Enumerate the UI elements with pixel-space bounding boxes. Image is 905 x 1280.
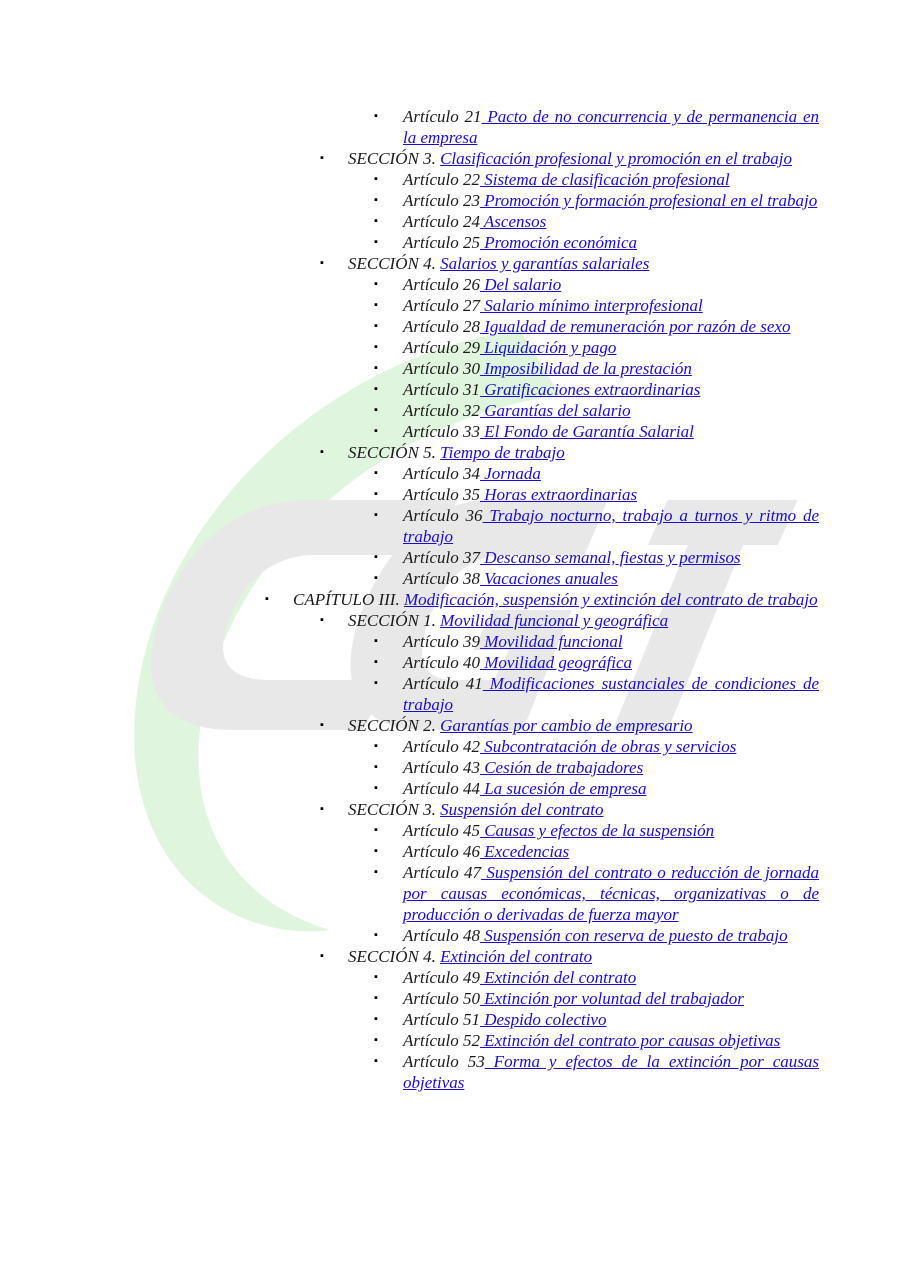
toc-entry-link[interactable]: Horas extraordinarias	[479, 485, 638, 504]
toc-entry	[374, 631, 819, 652]
toc-entry-link[interactable]: Subcontratación de obras y servicios	[479, 737, 737, 756]
bullet-icon: ▪	[320, 614, 324, 626]
bullet-icon: ▪	[374, 488, 378, 500]
toc-entry-number: SECCIÓN 3.	[348, 800, 441, 819]
toc-entry	[374, 820, 819, 841]
bullet-icon: ▪	[265, 593, 269, 605]
bullet-icon: ▪	[374, 1055, 378, 1067]
bullet-icon: ▪	[374, 1034, 378, 1046]
toc-entry	[374, 379, 819, 400]
toc-entry-link[interactable]: Extinción del contrato por causas objetivas	[479, 1031, 781, 1050]
bullet-icon: ▪	[374, 110, 378, 122]
bullet-icon: ▪	[374, 236, 378, 248]
bullet-icon: ▪	[374, 992, 378, 1004]
toc-entry-link[interactable]: Excedencias	[479, 842, 570, 861]
toc-entry-number: Artículo 38	[403, 569, 480, 588]
toc-entry-number: Artículo 52	[403, 1031, 480, 1050]
toc-entry-number: Artículo 40	[403, 653, 480, 672]
toc-entry	[374, 484, 819, 505]
toc-entry-number: Artículo 32	[403, 401, 480, 420]
toc-entry	[374, 400, 819, 421]
toc-entry-number: Artículo 21	[403, 107, 482, 126]
bullet-icon: ▪	[374, 929, 378, 941]
bullet-icon: ▪	[320, 719, 324, 731]
toc-entry-link[interactable]: Igualdad de remuneración por razón de sexo	[479, 317, 791, 336]
toc-entry-link[interactable]: El Fondo de Garantía Salarial	[479, 422, 694, 441]
toc-entry-number: SECCIÓN 5.	[348, 443, 441, 462]
toc-entry-link[interactable]: Vacaciones anuales	[479, 569, 618, 588]
toc-entry-number: Artículo 43	[403, 758, 480, 777]
toc-entry-link[interactable]: Salario mínimo interprofesional	[479, 296, 703, 315]
toc-entry-number: Artículo 27	[403, 296, 480, 315]
toc-entry-number: Artículo 28	[403, 317, 480, 336]
toc-entry	[374, 505, 819, 547]
bullet-icon: ▪	[374, 866, 378, 878]
toc-entry-link[interactable]: Suspensión del contrato o reducción de jornada por causas económicas, técnicas, organizativas o de producción o derivadas de fuerza mayor	[403, 863, 820, 924]
toc-entry-number: Artículo 42	[403, 737, 480, 756]
toc-entry-number: Artículo 34	[403, 464, 480, 483]
toc-entry	[374, 190, 819, 211]
toc-entry-number: SECCIÓN 3.	[348, 149, 441, 168]
toc-entry	[265, 589, 819, 610]
toc-entry-link[interactable]: Extinción del contrato	[440, 947, 593, 966]
toc-entry-link[interactable]: Cesión de trabajadores	[479, 758, 644, 777]
toc-entry	[374, 547, 819, 568]
toc-entry-number: Artículo 39	[403, 632, 480, 651]
toc-entry	[374, 358, 819, 379]
toc-entry	[320, 148, 819, 169]
toc-entry-number: Artículo 33	[403, 422, 480, 441]
toc-entry-link[interactable]: Del salario	[479, 275, 562, 294]
toc-entry-number: Artículo 30	[403, 359, 480, 378]
toc-entry-number: CAPÍTULO III.	[293, 590, 404, 609]
toc-entry	[320, 253, 819, 274]
toc-entry-link[interactable]: Clasificación profesional y promoción en el trabajo	[440, 149, 793, 168]
toc-entry-number: SECCIÓN 2.	[348, 716, 441, 735]
toc-entry-number: Artículo 49	[403, 968, 480, 987]
toc-entry	[374, 463, 819, 484]
toc-entry-link[interactable]: Garantías del salario	[479, 401, 631, 420]
toc-entry-link[interactable]: Sistema de clasificación profesional	[479, 170, 730, 189]
toc-entry	[374, 862, 820, 925]
toc-entry-link[interactable]: Despido colectivo	[479, 1010, 607, 1029]
toc-entry-number: Artículo 24	[403, 212, 480, 231]
toc-entry	[320, 715, 819, 736]
bullet-icon: ▪	[320, 950, 324, 962]
toc-entry	[374, 211, 819, 232]
toc-entry-link[interactable]: Trabajo nocturno, trabajo a turnos y ritmo de trabajo	[403, 506, 819, 546]
toc-entry-number: Artículo 50	[403, 989, 480, 1008]
toc-entry-link[interactable]: Ascensos	[479, 212, 547, 231]
toc-entry-link[interactable]: Modificaciones sustanciales de condiciones de trabajo	[403, 674, 820, 714]
bullet-icon: ▪	[374, 845, 378, 857]
toc-entry	[374, 568, 819, 589]
toc-entry-number: SECCIÓN 1.	[348, 611, 441, 630]
toc-entry	[374, 337, 819, 358]
toc-entry-link[interactable]: Forma y efectos de la extinción por causas objetivas	[403, 1052, 819, 1092]
toc-entry-number: Artículo 41	[403, 674, 483, 693]
toc-entry-link[interactable]: Pacto de no concurrencia y de permanencia en la empresa	[403, 107, 819, 147]
toc-entry-link[interactable]: Liquidación y pago	[479, 338, 617, 357]
bullet-icon: ▪	[374, 278, 378, 290]
toc-entry	[374, 736, 819, 757]
toc-entry-link[interactable]: Movilidad funcional y geográfica	[440, 611, 669, 630]
bullet-icon: ▪	[374, 299, 378, 311]
toc-entry-number: SECCIÓN 4.	[348, 947, 441, 966]
table-of-contents	[0, 106, 905, 1093]
toc-entry	[374, 1030, 819, 1051]
toc-entry-number: Artículo 45	[403, 821, 480, 840]
toc-entry-link[interactable]: Suspensión con reserva de puesto de trabajo	[479, 926, 788, 945]
toc-entry-link[interactable]: Descanso semanal, fiestas y permisos	[479, 548, 741, 567]
bullet-icon: ▪	[374, 467, 378, 479]
toc-entry-number: Artículo 29	[403, 338, 480, 357]
toc-entry-number: Artículo 44	[403, 779, 480, 798]
toc-entry-number: Artículo 36	[403, 506, 483, 525]
toc-entry-number: SECCIÓN 4.	[348, 254, 441, 273]
toc-entry-number: Artículo 53	[403, 1052, 485, 1071]
toc-entry-link[interactable]: La sucesión de empresa	[479, 779, 647, 798]
toc-entry-number: Artículo 35	[403, 485, 480, 504]
toc-entry-link[interactable]: Garantías por cambio de empresario	[440, 716, 693, 735]
toc-entry	[374, 652, 819, 673]
toc-entry-number: Artículo 46	[403, 842, 480, 861]
bullet-icon: ▪	[374, 656, 378, 668]
toc-entry-number: Artículo 37	[403, 548, 480, 567]
bullet-icon: ▪	[374, 425, 378, 437]
bullet-icon: ▪	[374, 551, 378, 563]
bullet-icon: ▪	[320, 446, 324, 458]
toc-entry-link[interactable]: Gratificaciones extraordinarias	[479, 380, 701, 399]
bullet-icon: ▪	[374, 320, 378, 332]
bullet-icon: ▪	[374, 677, 378, 689]
toc-entry-number: Artículo 51	[403, 1010, 480, 1029]
toc-entry-link[interactable]: Causas y efectos de la suspensión	[479, 821, 715, 840]
toc-entry-link[interactable]: Promoción y formación profesional en el trabajo	[479, 191, 818, 210]
bullet-icon: ▪	[374, 782, 378, 794]
bullet-icon: ▪	[374, 572, 378, 584]
bullet-icon: ▪	[374, 1013, 378, 1025]
toc-entry-number: Artículo 22	[403, 170, 480, 189]
bullet-icon: ▪	[374, 824, 378, 836]
toc-entry	[320, 610, 819, 631]
bullet-icon: ▪	[374, 341, 378, 353]
bullet-icon: ▪	[374, 509, 378, 521]
toc-entry	[320, 946, 819, 967]
toc-entry-number: Artículo 26	[403, 275, 480, 294]
toc-entry	[374, 967, 819, 988]
toc-entry-link[interactable]: Suspensión del contrato	[440, 800, 604, 819]
bullet-icon: ▪	[374, 383, 378, 395]
toc-entry	[374, 274, 819, 295]
bullet-icon: ▪	[374, 635, 378, 647]
toc-entry	[374, 1051, 819, 1093]
toc-entry-link[interactable]: Extinción del contrato	[479, 968, 637, 987]
toc-entry	[374, 316, 819, 337]
toc-entry	[374, 421, 819, 442]
toc-entry	[374, 169, 819, 190]
bullet-icon: ▪	[374, 761, 378, 773]
toc-entry-link[interactable]: Imposibilidad de la prestación	[479, 359, 692, 378]
toc-entry-link[interactable]: Promoción económica	[479, 233, 638, 252]
bullet-icon: ▪	[374, 740, 378, 752]
toc-entry-link[interactable]: Salarios y garantías salariales	[440, 254, 650, 273]
toc-entry-number: Artículo 25	[403, 233, 480, 252]
toc-entry-link[interactable]: Extinción por voluntad del trabajador	[479, 989, 744, 1008]
toc-entry	[320, 799, 819, 820]
toc-entry-link[interactable]: Tiempo de trabajo	[440, 443, 565, 462]
toc-entry-link[interactable]: Modificación, suspensión y extinción del contrato de trabajo	[403, 590, 818, 609]
toc-entry	[320, 442, 819, 463]
toc-entry-number: Artículo 47	[403, 863, 482, 882]
toc-entry	[374, 778, 819, 799]
toc-entry-number: Artículo 48	[403, 926, 480, 945]
bullet-icon: ▪	[374, 194, 378, 206]
toc-entry	[374, 757, 819, 778]
bullet-icon: ▪	[374, 362, 378, 374]
toc-entry	[374, 673, 820, 715]
toc-entry-link[interactable]: Jornada	[479, 464, 541, 483]
toc-entry	[374, 988, 819, 1009]
bullet-icon: ▪	[374, 971, 378, 983]
toc-entry	[374, 841, 819, 862]
toc-entry-link[interactable]: Movilidad funcional	[479, 632, 623, 651]
toc-entry	[374, 106, 819, 148]
toc-entry-link[interactable]: Movilidad geográfica	[479, 653, 632, 672]
toc-entry	[374, 295, 819, 316]
bullet-icon: ▪	[374, 173, 378, 185]
toc-entry-number: Artículo 23	[403, 191, 480, 210]
toc-entry-number: Artículo 31	[403, 380, 480, 399]
bullet-icon: ▪	[374, 215, 378, 227]
toc-entry	[374, 925, 819, 946]
toc-entry	[374, 1009, 819, 1030]
toc-entry	[374, 232, 819, 253]
bullet-icon: ▪	[374, 404, 378, 416]
bullet-icon: ▪	[320, 257, 324, 269]
bullet-icon: ▪	[320, 803, 324, 815]
bullet-icon: ▪	[320, 152, 324, 164]
